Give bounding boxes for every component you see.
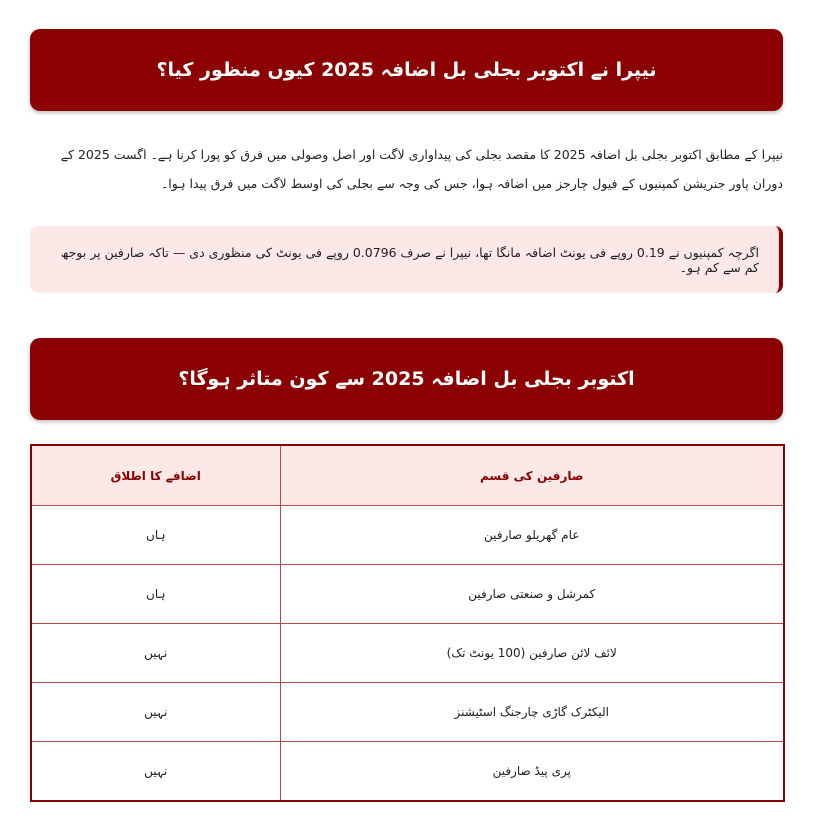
cell-consumer-type: عام گھریلو صارفین	[280, 506, 784, 565]
cell-applicability: نہیں	[31, 683, 280, 742]
cell-consumer-type: الیکٹرک گاڑی چارجنگ اسٹیشنز	[280, 683, 784, 742]
cell-applicability: نہیں	[31, 742, 280, 802]
section-title: اکتوبر بجلی بل اضافہ 2025 سے کون متاثر ہوگا؟	[178, 368, 635, 390]
impact-table	[30, 444, 785, 802]
highlight-note-text: اگرچہ کمپنیوں نے 0.19 روپے فی یونٹ اضافہ مانگا تھا، نیپرا نے صرف 0.0796 روپے فی یونٹ کی منظوری دی — تاکہ صارفین پر بوجھ کم سے کم ہو۔	[60, 244, 759, 275]
table-header-row	[31, 445, 784, 506]
header-applicability: اضافے کا اطلاق	[31, 445, 280, 506]
table-row	[31, 624, 784, 683]
table-row	[31, 506, 784, 565]
section-banner-why-approved	[30, 29, 783, 111]
cell-consumer-type: لائف لائن صارفین (100 یونٹ تک)	[280, 624, 784, 683]
table-row	[31, 565, 784, 624]
table-row	[31, 742, 784, 802]
table-row	[31, 683, 784, 742]
cell-applicability: نہیں	[31, 624, 280, 683]
cell-applicability: ہاں	[31, 506, 280, 565]
section-title: نیپرا نے اکتوبر بجلی بل اضافہ 2025 کیوں منظور کیا؟	[156, 59, 657, 81]
cell-consumer-type: پری پیڈ صارفین	[280, 742, 784, 802]
intro-paragraph: نیپرا کے مطابق اکتوبر بجلی بل اضافہ 2025 کا مقصد بجلی کی پیداواری لاگت اور اصل وصولی میں فرق کو پورا کرنا ہے۔ اگست 2025 کے دوران پاور جنریشن کمپنیوں کے فیول چارجز میں اضافہ ہوا، جس کی وجہ سے بجلی کی اوسط لاگت میں فرق پیدا ہوا۔	[60, 147, 783, 191]
header-consumer-type: صارفین کی قسم	[280, 445, 784, 506]
cell-applicability: ہاں	[31, 565, 280, 624]
highlight-note	[30, 226, 783, 293]
cell-consumer-type: کمرشل و صنعتی صارفین	[280, 565, 784, 624]
section-banner-who-affected	[30, 338, 783, 420]
